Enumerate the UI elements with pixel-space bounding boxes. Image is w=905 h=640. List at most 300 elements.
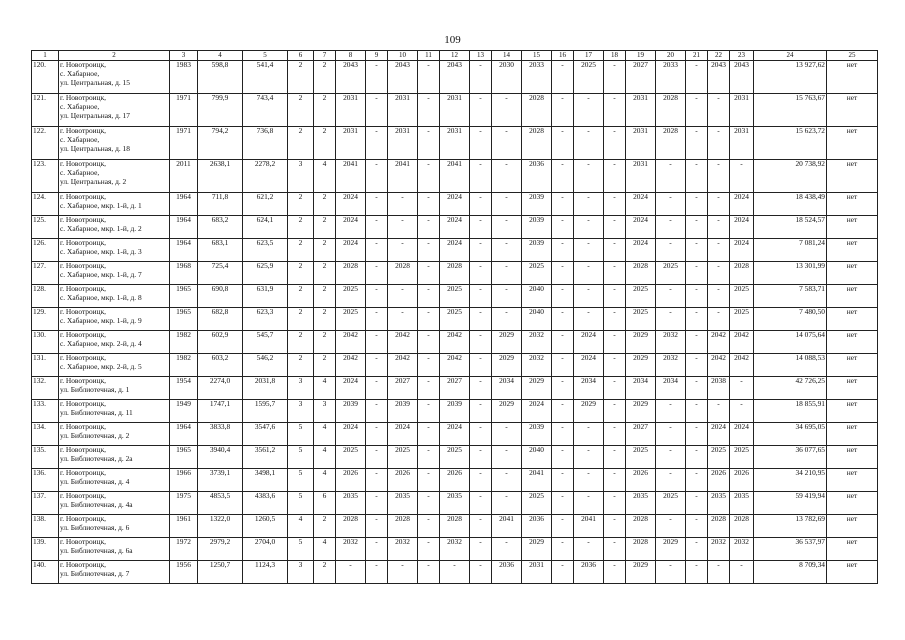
flag-cell: нет	[827, 193, 878, 216]
value-cell: 1124,3	[243, 561, 288, 584]
value-cell: 2042	[440, 354, 470, 377]
value-cell: 2024	[730, 216, 754, 239]
value-cell: 2032	[522, 354, 552, 377]
value-cell: -	[686, 538, 708, 561]
value-cell: 2031	[730, 94, 754, 127]
value-cell: -	[604, 94, 626, 127]
value-cell: -	[552, 446, 574, 469]
value-cell: 1595,7	[243, 400, 288, 423]
value-cell: 2025	[440, 446, 470, 469]
value-cell: 2	[314, 515, 336, 538]
value-cell: 2036	[492, 561, 522, 584]
value-cell: 2	[314, 561, 336, 584]
value-cell: 2036	[522, 515, 552, 538]
cost-cell: 15 763,67	[754, 94, 827, 127]
value-cell: 546,2	[243, 354, 288, 377]
value-cell: 2024	[336, 239, 366, 262]
value-cell: -	[656, 193, 686, 216]
value-cell: -	[656, 446, 686, 469]
value-cell: 2024	[336, 216, 366, 239]
value-cell: 2026	[440, 469, 470, 492]
value-cell: 1964	[170, 423, 198, 446]
value-cell: 683,2	[198, 216, 243, 239]
value-cell: -	[686, 262, 708, 285]
column-header: 12	[440, 51, 470, 61]
value-cell: 2	[288, 308, 314, 331]
value-cell: -	[492, 469, 522, 492]
value-cell: -	[574, 446, 604, 469]
value-cell: 2031	[336, 127, 366, 160]
address-cell	[59, 400, 170, 423]
address-line: с. Хабарное,	[60, 101, 100, 111]
value-cell: 2	[314, 94, 336, 127]
value-cell: -	[574, 160, 604, 193]
address-cell	[59, 492, 170, 515]
row-number-cell: 121.	[32, 94, 59, 127]
value-cell: 2	[288, 262, 314, 285]
value-cell: 2029	[626, 561, 656, 584]
value-cell: -	[574, 94, 604, 127]
cost-cell: 13 927,62	[754, 61, 827, 94]
value-cell: 2024	[522, 400, 552, 423]
value-cell: 1982	[170, 331, 198, 354]
value-cell: 2	[288, 94, 314, 127]
value-cell: 2031	[440, 94, 470, 127]
column-header: 11	[418, 51, 440, 61]
value-cell: -	[656, 423, 686, 446]
flag-cell: нет	[827, 423, 878, 446]
value-cell: 2025	[626, 285, 656, 308]
value-cell: 1949	[170, 400, 198, 423]
address-cell	[59, 160, 170, 193]
value-cell: 2042	[708, 331, 730, 354]
column-header: 13	[470, 51, 492, 61]
value-cell: 3833,8	[198, 423, 243, 446]
table-row	[32, 354, 878, 377]
cost-cell: 36 537,97	[754, 538, 827, 561]
column-header: 24	[754, 51, 827, 61]
value-cell: 2032	[440, 538, 470, 561]
value-cell: -	[656, 308, 686, 331]
value-cell: -	[708, 160, 730, 193]
value-cell: 2024	[730, 193, 754, 216]
value-cell: -	[366, 446, 388, 469]
value-cell: 4	[314, 377, 336, 400]
value-cell: 3498,1	[243, 469, 288, 492]
flag-cell: нет	[827, 354, 878, 377]
value-cell: 1250,7	[198, 561, 243, 584]
table-row	[32, 94, 878, 127]
value-cell: -	[470, 515, 492, 538]
value-cell: -	[470, 160, 492, 193]
value-cell: 2029	[626, 354, 656, 377]
table-row	[32, 160, 878, 193]
value-cell: 2034	[656, 377, 686, 400]
value-cell: -	[686, 239, 708, 262]
value-cell: -	[470, 262, 492, 285]
address-cell	[59, 216, 170, 239]
value-cell: 2036	[574, 561, 604, 584]
value-cell: -	[492, 239, 522, 262]
flag-cell: нет	[827, 492, 878, 515]
value-cell: 3739,1	[198, 469, 243, 492]
address-line: г. Новотроицк,	[60, 560, 107, 569]
address-line: г. Новотроицк,	[60, 60, 107, 69]
address-line: с. Хабарное, мкр. 1-й, д. 3	[60, 246, 142, 256]
value-cell: 690,8	[198, 285, 243, 308]
address-line: г. Новотроицк,	[60, 491, 107, 500]
value-cell: 2	[288, 331, 314, 354]
table-row	[32, 193, 878, 216]
value-cell: -	[604, 216, 626, 239]
table-row	[32, 492, 878, 515]
column-header: 25	[827, 51, 878, 61]
value-cell: 2	[314, 262, 336, 285]
value-cell: 2028	[440, 262, 470, 285]
value-cell: 2025	[626, 308, 656, 331]
cost-cell: 18 855,91	[754, 400, 827, 423]
value-cell: 2028	[730, 515, 754, 538]
value-cell: -	[366, 262, 388, 285]
address-cell	[59, 538, 170, 561]
address-line: г. Новотроицк,	[60, 353, 107, 362]
value-cell: -	[604, 308, 626, 331]
address-line: с. Хабарное,	[60, 167, 100, 177]
value-cell: -	[418, 160, 440, 193]
value-cell: 2039	[336, 400, 366, 423]
value-cell: 2031	[626, 160, 656, 193]
value-cell: 2028	[708, 515, 730, 538]
value-cell: -	[470, 423, 492, 446]
address-line: г. Новотроицк,	[60, 422, 107, 431]
value-cell: -	[686, 285, 708, 308]
value-cell: -	[388, 193, 418, 216]
row-number-cell: 123.	[32, 160, 59, 193]
value-cell: 1961	[170, 515, 198, 538]
value-cell: 2011	[170, 160, 198, 193]
value-cell: -	[552, 331, 574, 354]
value-cell: 2034	[574, 377, 604, 400]
value-cell: 2029	[626, 331, 656, 354]
value-cell: -	[492, 308, 522, 331]
flag-cell: нет	[827, 285, 878, 308]
value-cell: -	[418, 515, 440, 538]
table-row	[32, 423, 878, 446]
value-cell: 2024	[336, 423, 366, 446]
value-cell: -	[470, 400, 492, 423]
value-cell: -	[470, 561, 492, 584]
value-cell: 1964	[170, 239, 198, 262]
value-cell: -	[470, 538, 492, 561]
value-cell: -	[552, 308, 574, 331]
value-cell: -	[470, 492, 492, 515]
flag-cell: нет	[827, 400, 878, 423]
address-cell	[59, 262, 170, 285]
column-header: 9	[366, 51, 388, 61]
value-cell: 3940,4	[198, 446, 243, 469]
column-header: 6	[288, 51, 314, 61]
value-cell: -	[656, 469, 686, 492]
value-cell: 2	[288, 354, 314, 377]
cost-cell: 7 583,71	[754, 285, 827, 308]
value-cell: -	[730, 400, 754, 423]
flag-cell: нет	[827, 94, 878, 127]
value-cell: 2031,8	[243, 377, 288, 400]
value-cell: -	[366, 469, 388, 492]
address-line: с. Хабарное, мкр. 1-й, д. 1	[60, 200, 142, 210]
value-cell: -	[604, 492, 626, 515]
value-cell: -	[604, 400, 626, 423]
value-cell: 2027	[440, 377, 470, 400]
value-cell: 2032	[730, 538, 754, 561]
value-cell: -	[604, 354, 626, 377]
value-cell: -	[366, 492, 388, 515]
column-header: 23	[730, 51, 754, 61]
value-cell: 2031	[730, 127, 754, 160]
flag-cell: нет	[827, 127, 878, 160]
value-cell: -	[686, 492, 708, 515]
column-header: 3	[170, 51, 198, 61]
value-cell: -	[604, 561, 626, 584]
value-cell: 1965	[170, 308, 198, 331]
value-cell: 2035	[440, 492, 470, 515]
address-line: ул. Библиотечная, д. 1	[60, 384, 130, 394]
value-cell: 1971	[170, 94, 198, 127]
address-cell	[59, 515, 170, 538]
value-cell: -	[656, 216, 686, 239]
value-cell: -	[574, 285, 604, 308]
column-header: 18	[604, 51, 626, 61]
row-number-cell: 139.	[32, 538, 59, 561]
value-cell: 2	[314, 127, 336, 160]
value-cell: 2025	[440, 285, 470, 308]
value-cell: 2024	[336, 377, 366, 400]
value-cell: -	[686, 377, 708, 400]
column-number-row	[32, 51, 878, 61]
table-row	[32, 446, 878, 469]
value-cell: 2039	[522, 239, 552, 262]
value-cell: 2042	[336, 331, 366, 354]
value-cell: -	[708, 94, 730, 127]
value-cell: -	[418, 285, 440, 308]
value-cell: 2034	[626, 377, 656, 400]
flag-cell: нет	[827, 239, 878, 262]
value-cell: 2031	[336, 94, 366, 127]
value-cell: 623,3	[243, 308, 288, 331]
value-cell: -	[552, 239, 574, 262]
row-number-cell: 122.	[32, 127, 59, 160]
value-cell: -	[574, 469, 604, 492]
address-line: ул. Библиотечная, д. 4	[60, 476, 130, 486]
value-cell: 2024	[388, 423, 418, 446]
value-cell: -	[708, 262, 730, 285]
value-cell: -	[574, 216, 604, 239]
column-header: 10	[388, 51, 418, 61]
value-cell: -	[686, 423, 708, 446]
table-row	[32, 400, 878, 423]
row-number-cell: 124.	[32, 193, 59, 216]
value-cell: -	[470, 446, 492, 469]
value-cell: 1260,5	[243, 515, 288, 538]
value-cell: -	[470, 239, 492, 262]
value-cell: 2024	[730, 423, 754, 446]
value-cell: 3561,2	[243, 446, 288, 469]
value-cell: -	[552, 127, 574, 160]
value-cell: 545,7	[243, 331, 288, 354]
value-cell: 2042	[388, 331, 418, 354]
value-cell: 2042	[336, 354, 366, 377]
cost-cell: 36 077,65	[754, 446, 827, 469]
value-cell: -	[730, 561, 754, 584]
row-number-cell: 138.	[32, 515, 59, 538]
address-cell	[59, 446, 170, 469]
address-line: г. Новотроицк,	[60, 445, 107, 454]
column-header: 2	[59, 51, 170, 61]
address-cell	[59, 377, 170, 400]
value-cell: 2025	[656, 262, 686, 285]
table-row	[32, 469, 878, 492]
value-cell: -	[686, 446, 708, 469]
value-cell: -	[418, 239, 440, 262]
value-cell: -	[552, 377, 574, 400]
value-cell: 2032	[656, 331, 686, 354]
value-cell: 2	[314, 239, 336, 262]
address-line: с. Хабарное,	[60, 68, 100, 78]
value-cell: -	[418, 193, 440, 216]
value-cell: -	[656, 561, 686, 584]
value-cell: 3547,6	[243, 423, 288, 446]
value-cell: 2	[288, 127, 314, 160]
value-cell: -	[470, 308, 492, 331]
value-cell: 2025	[730, 285, 754, 308]
value-cell: -	[366, 308, 388, 331]
address-line: с. Хабарное, мкр. 1-й, д. 9	[60, 315, 142, 325]
value-cell: 2	[314, 285, 336, 308]
value-cell: 2	[288, 193, 314, 216]
value-cell: -	[686, 354, 708, 377]
value-cell: -	[552, 423, 574, 446]
address-cell	[59, 94, 170, 127]
value-cell: 2032	[388, 538, 418, 561]
value-cell: -	[470, 354, 492, 377]
value-cell: 2043	[730, 61, 754, 94]
table-row	[32, 61, 878, 94]
table-row	[32, 262, 878, 285]
value-cell: 2028	[336, 262, 366, 285]
value-cell: 2041	[574, 515, 604, 538]
column-header: 5	[243, 51, 288, 61]
value-cell: 2029	[656, 538, 686, 561]
address-line: г. Новотроицк,	[60, 192, 107, 201]
value-cell: 4	[314, 538, 336, 561]
value-cell: -	[388, 561, 418, 584]
value-cell: -	[388, 216, 418, 239]
value-cell: -	[470, 377, 492, 400]
column-header: 1	[32, 51, 59, 61]
value-cell: 2026	[626, 469, 656, 492]
value-cell: 4	[314, 469, 336, 492]
address-line: г. Новотроицк,	[60, 468, 107, 477]
value-cell: -	[686, 160, 708, 193]
value-cell: -	[604, 538, 626, 561]
value-cell: -	[574, 538, 604, 561]
row-number-cell: 137.	[32, 492, 59, 515]
column-header: 16	[552, 51, 574, 61]
value-cell: 1954	[170, 377, 198, 400]
value-cell: 2025	[574, 61, 604, 94]
value-cell: 2	[314, 308, 336, 331]
value-cell: 2040	[522, 446, 552, 469]
cost-cell: 14 075,64	[754, 331, 827, 354]
value-cell: 2024	[574, 354, 604, 377]
value-cell: -	[574, 308, 604, 331]
column-header: 7	[314, 51, 336, 61]
value-cell: 1966	[170, 469, 198, 492]
value-cell: -	[686, 469, 708, 492]
value-cell: 2025	[708, 446, 730, 469]
value-cell: -	[708, 400, 730, 423]
address-line: ул. Библиотечная, д. 11	[60, 407, 133, 417]
cost-cell: 42 726,25	[754, 377, 827, 400]
value-cell: 2028	[730, 262, 754, 285]
value-cell: 2029	[574, 400, 604, 423]
address-cell	[59, 127, 170, 160]
value-cell: 2039	[522, 216, 552, 239]
value-cell: -	[656, 160, 686, 193]
value-cell: 736,8	[243, 127, 288, 160]
address-line: г. Новотроицк,	[60, 307, 107, 316]
value-cell: -	[366, 127, 388, 160]
flag-cell: нет	[827, 446, 878, 469]
value-cell: -	[686, 308, 708, 331]
value-cell: 5	[288, 492, 314, 515]
address-cell	[59, 193, 170, 216]
value-cell: -	[708, 239, 730, 262]
value-cell: 1965	[170, 285, 198, 308]
value-cell: 2024	[440, 423, 470, 446]
value-cell: 2035	[336, 492, 366, 515]
value-cell: -	[604, 61, 626, 94]
value-cell: 2024	[730, 239, 754, 262]
row-number-cell: 133.	[32, 400, 59, 423]
value-cell: -	[686, 216, 708, 239]
value-cell: 2042	[708, 354, 730, 377]
value-cell: 2040	[522, 285, 552, 308]
value-cell: 6	[314, 492, 336, 515]
value-cell: 2029	[492, 354, 522, 377]
value-cell: 2025	[656, 492, 686, 515]
cost-cell: 34 695,05	[754, 423, 827, 446]
value-cell: -	[470, 285, 492, 308]
column-header: 22	[708, 51, 730, 61]
value-cell: 2033	[522, 61, 552, 94]
value-cell: -	[730, 377, 754, 400]
value-cell: 2028	[440, 515, 470, 538]
value-cell: 2028	[656, 94, 686, 127]
address-line: г. Новотроицк,	[60, 93, 107, 102]
value-cell: 2026	[336, 469, 366, 492]
flag-cell: нет	[827, 561, 878, 584]
value-cell: 2041	[492, 515, 522, 538]
value-cell: 2024	[440, 239, 470, 262]
value-cell: -	[418, 423, 440, 446]
value-cell: 2028	[626, 515, 656, 538]
value-cell: -	[492, 94, 522, 127]
address-cell	[59, 423, 170, 446]
value-cell: 2025	[440, 308, 470, 331]
value-cell: -	[388, 285, 418, 308]
value-cell: 2035	[730, 492, 754, 515]
